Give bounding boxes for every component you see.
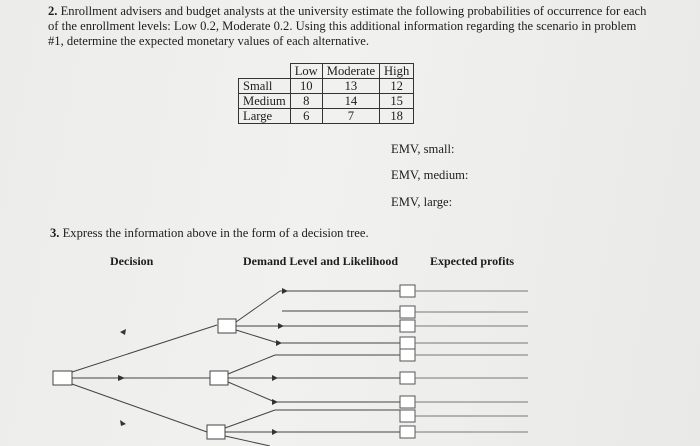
- table-cell: 18: [380, 109, 414, 124]
- chance-node-medium[interactable]: [210, 371, 228, 385]
- column-header-low: Low: [290, 64, 322, 79]
- emv-medium-label: EMV, medium:: [391, 168, 469, 182]
- arrow-icon: [120, 329, 126, 335]
- profit-box[interactable]: [400, 410, 415, 422]
- decision-node[interactable]: [53, 371, 72, 385]
- row-label-large: Large: [239, 109, 291, 124]
- branch-small-low: [236, 291, 280, 322]
- table-cell: 12: [380, 79, 414, 94]
- table-cell: 10: [290, 79, 322, 94]
- row-label-small: Small: [239, 79, 291, 94]
- arrow-icon: [276, 340, 282, 346]
- emv-small-label: EMV, small:: [391, 142, 455, 156]
- branch-large-low: [225, 410, 275, 428]
- profit-box[interactable]: [400, 285, 415, 297]
- problem-2-text: Enrollment advisers and budget analysts at the university estimate the following probabilities of occurrence for each of the enrollment levels: Low 0.2, Moderate 0.2. Using this additional information regarding the scenario in problem #1, determine the expected monetary values of each alternative.: [48, 4, 647, 48]
- problem-3-number: 3.: [50, 226, 60, 240]
- table-cell: 15: [380, 94, 414, 109]
- branch-large-high: [225, 436, 270, 446]
- arrow-icon: [272, 429, 278, 435]
- branch-medium-low: [228, 355, 275, 374]
- table-cell: 8: [290, 94, 322, 109]
- branch-medium-high: [228, 382, 275, 402]
- arrow-icon: [120, 420, 126, 426]
- chance-node-large[interactable]: [207, 425, 225, 439]
- column-header-high: High: [380, 64, 414, 79]
- arrow-icon: [282, 288, 288, 294]
- table-cell: 7: [322, 109, 379, 124]
- table-cell: 6: [290, 109, 322, 124]
- profit-box[interactable]: [400, 349, 415, 361]
- branch-large: [72, 384, 207, 432]
- profits-header: Expected profits: [430, 254, 515, 268]
- profit-box[interactable]: [400, 306, 415, 318]
- profit-box[interactable]: [400, 337, 415, 349]
- problem-2-number: 2.: [48, 4, 58, 18]
- profit-box[interactable]: [400, 396, 415, 408]
- profit-box[interactable]: [400, 426, 415, 438]
- profit-box[interactable]: [400, 372, 415, 384]
- table-cell: 14: [322, 94, 379, 109]
- profit-box[interactable]: [400, 320, 415, 332]
- demand-header: Demand Level and Likelihood: [243, 254, 399, 268]
- emv-large-label: EMV, large:: [391, 195, 453, 209]
- arrow-icon: [278, 323, 284, 329]
- row-label-medium: Medium: [239, 94, 291, 109]
- arrow-icon: [272, 399, 278, 405]
- table-cell: 13: [322, 79, 379, 94]
- branch-small: [72, 325, 217, 372]
- chance-node-small[interactable]: [218, 319, 236, 333]
- problem-3-text: Express the information above in the form of a decision tree.: [62, 226, 369, 240]
- decision-header: Decision: [110, 254, 154, 268]
- arrow-icon: [272, 375, 278, 381]
- column-header-moderate: Moderate: [322, 64, 379, 79]
- branch-small-high: [236, 330, 278, 343]
- arrow-icon: [118, 375, 125, 381]
